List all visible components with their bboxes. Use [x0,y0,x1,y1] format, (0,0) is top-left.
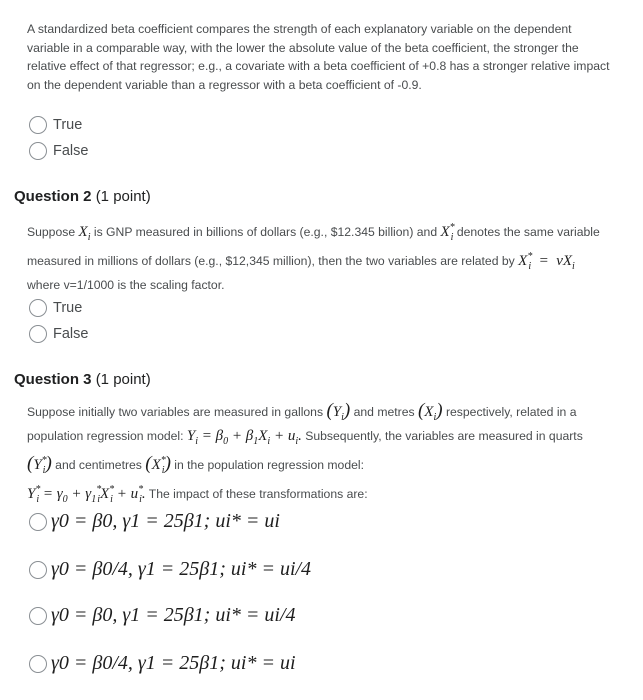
q2-text-2: is GNP measured in billions of dollars (e.g., $12.345 billion) and [93,225,438,239]
q3-math-yi-star: $(Y^*_i)$ [27,453,52,476]
q3-text-4: Subsequently, the variables are measured in quarts [305,429,583,443]
radio-button[interactable] [29,299,47,317]
question2-body [27,218,607,295]
option-label: γ0 = β0, γ1 = 25β1; ui* = ui/4 [51,604,296,626]
q3-text-2: and metres [353,405,415,419]
radio-button[interactable] [29,655,47,673]
q2-text-3: denotes the same variable measured in millions of dollars (e.g., $12,345 million), then the two variables are related by [27,225,600,268]
q3-text-6: in the population regression model: [174,458,364,472]
q2-option-true[interactable] [29,299,82,317]
question3-heading [14,371,151,388]
option-label: γ0 = β0/4, γ1 = 25β1; ui* = ui [51,652,296,674]
option-label: True [53,117,83,133]
q3-text-5: and centimetres [55,458,142,472]
q3-text-1: Suppose initially two variables are measured in gallons [27,405,324,419]
option-label: False [53,143,89,159]
q1-option-true[interactable] [29,116,82,134]
q2-math-xi: $X_i$ [78,224,91,243]
question-title: Question 2 [14,188,92,205]
radio-button[interactable] [29,142,47,160]
q3-text-3: respectively, related in a population regression model: [27,405,577,443]
q3-math-new-model: $Y^*_i = \gamma_0 + \gamma_1^*_iX^*_i + u^*_i$. [27,484,146,505]
q2-text-1: Suppose [27,225,76,239]
question-points: (1 point) [95,188,151,205]
option-label: False [53,326,89,342]
q3-option-4[interactable] [29,652,296,675]
question3-body [27,401,607,509]
q3-math-xi: $(X_i)$ [417,400,443,423]
question-title: Question 3 [14,371,92,388]
option-label: γ0 = β0/4, γ1 = 25β1; ui* = ui/4 [51,558,312,580]
radio-button[interactable] [29,513,47,531]
radio-button[interactable] [29,607,47,625]
question1-text: A standardized beta coefficient compares the strength of each explanatory variable on the dependent variable in a comparable way, with the lower the absolute value of the beta coefficient, the stronger the relative effect of that regressor; e.g., a covariate with a beta coefficient of +0.8 has a stronger relative impact on the dependent variable than a regressor with a beta coefficient of -0.9. [27,22,610,92]
option-label: True [53,300,83,316]
question-points: (1 point) [95,371,151,388]
q2-option-false[interactable] [29,325,88,343]
radio-button[interactable] [29,561,47,579]
q2-math-relation: $X^*_i = vX_i$ [518,251,575,272]
q3-math-model: $Y_i = \beta_0 + \beta_1X_i + u_i$. [186,428,302,447]
question2-heading [14,188,151,205]
q2-text-4: where v=1/1000 is the scaling factor. [27,278,225,292]
q3-option-3[interactable] [29,604,296,627]
q2-math-xi-star: $X^*_i$ [440,222,455,243]
option-label: γ0 = β0, γ1 = 25β1; ui* = ui [51,510,280,532]
q1-option-false[interactable] [29,142,88,160]
q3-option-1[interactable] [29,510,280,533]
q3-math-xi-star: $(X^*_i)$ [145,453,171,476]
q3-option-2[interactable] [29,558,311,581]
q3-text-7: The impact of these transformations are: [148,487,368,501]
radio-button[interactable] [29,325,47,343]
q3-math-yi: $(Y_i)$ [326,400,351,423]
radio-button[interactable] [29,116,47,134]
